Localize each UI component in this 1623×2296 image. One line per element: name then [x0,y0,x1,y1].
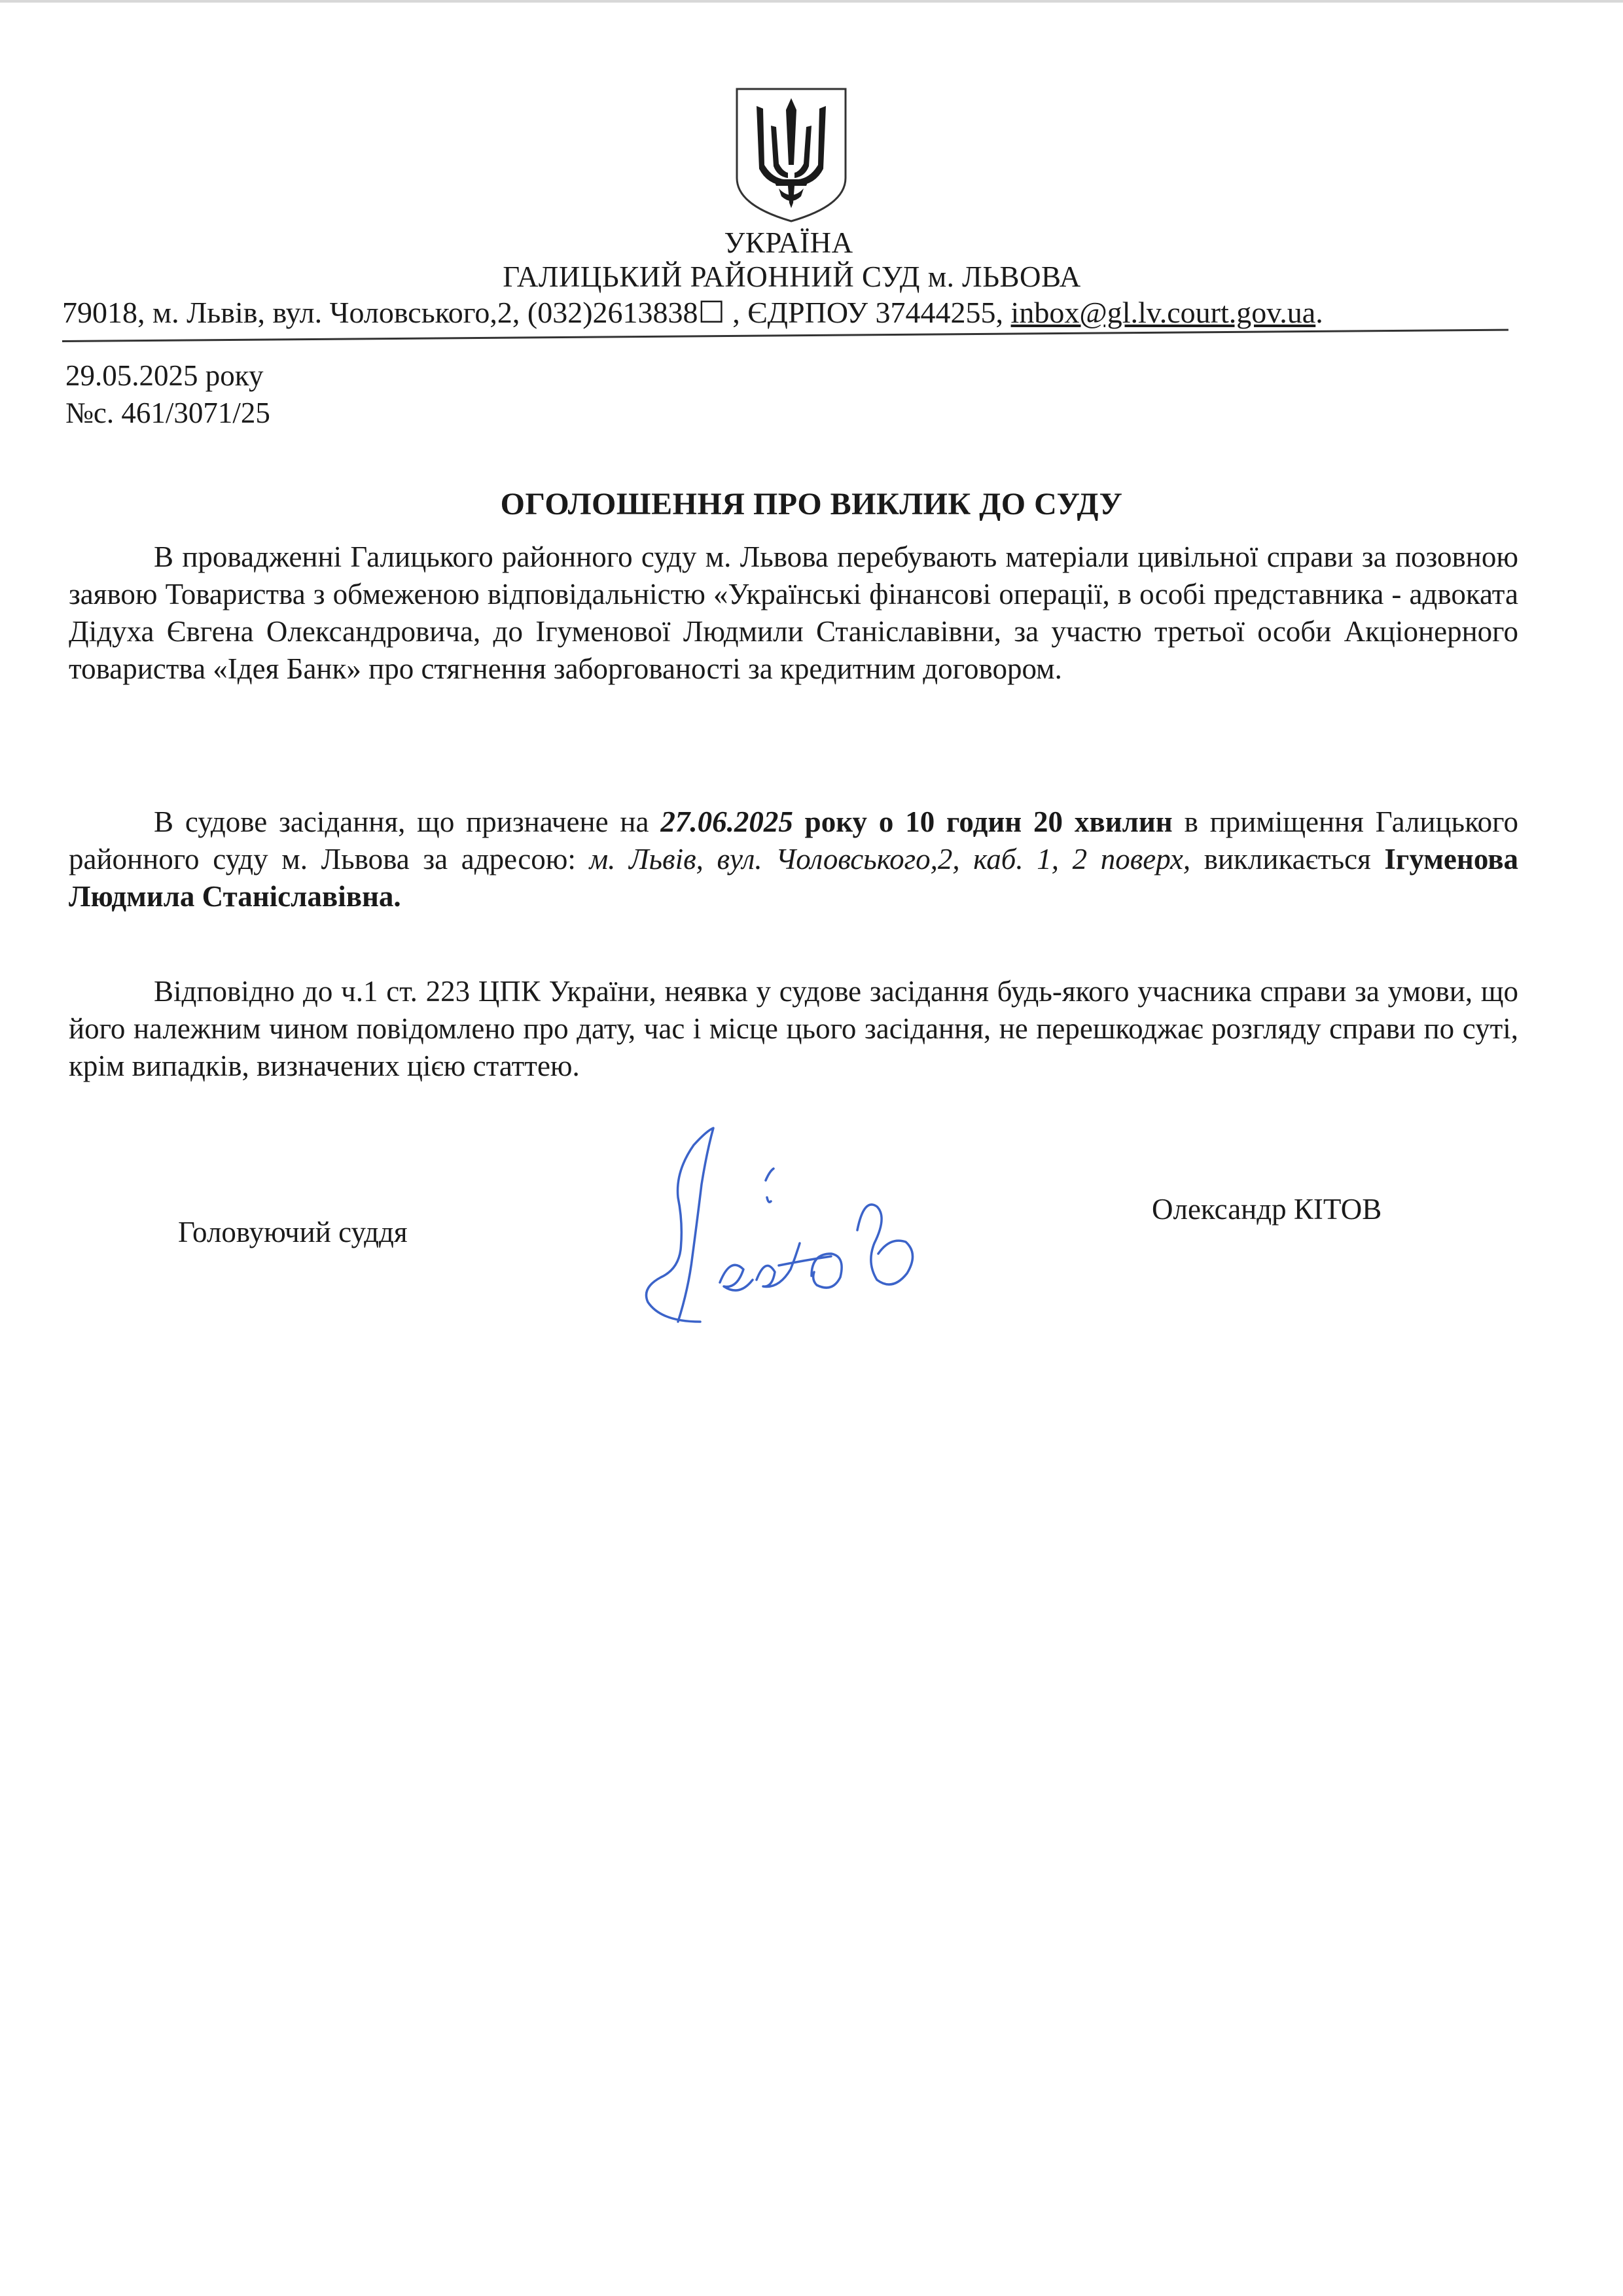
court-address [62,294,1522,330]
hearing-text-2: в приміщення Галицького районного суду м. Львова за адресою: [69,805,1518,875]
hearing-place: м. Львів, вул. Чоловського,2, каб. 1, 2 поверх, [589,843,1191,875]
hearing-text-1: В судове засідання, що призначене на [154,805,661,838]
hearing-date: 27.06.2025 [660,805,793,838]
hearing-text-3: викликається [1190,843,1385,875]
court-name: ГАЛИЦЬКИЙ РАЙОННИЙ СУД м. ЛЬВОВА [503,260,1081,293]
coat-of-arms-icon [733,86,849,224]
hearing-time: року о 10 годин 20 хвилин [793,805,1173,838]
email-link[interactable]: inbox@gl.lv.court.gov.ua [1010,296,1316,329]
scan-edge [0,0,1623,3]
signatory-name: Олександр КІТОВ [1152,1193,1382,1226]
header-divider [62,329,1508,342]
paragraph-legal-notice: Відповідно до ч.1 ст. 223 ЦПК України, неявка у судове засідання будь-якого учасника справи за умови, що його належним чином повідомлено про дату, час і місце цього засідання, не перешкоджає розгляду справи по суті, крім випадків, визначених цією статтею. [69,975,1518,1082]
paragraph-hearing-summons [69,804,1518,915]
document-date: 29.05.2025 року [65,359,264,392]
document-title: ОГОЛОШЕННЯ ПРО ВИКЛИК ДО СУДУ [500,487,1123,521]
handwritten-signature [615,1125,955,1341]
signatory-role: Головуючий суддя [178,1216,408,1248]
paragraph-case-description: В провадженні Галицького районного суду м. Львова перебувають матеріали цивільної справи за позовною заявою Товариства з обмеженою відповідальністю «Українські фінансові операції, в особі представника - адвоката Дідуха Євгена Олександровича, до Ігуменової Людмили Станіславівни, за участю третьої особи Акціонерного товариства «Ідея Банк» про стягнення заборгованості за кредитним договором. [69,540,1518,685]
address-period: . [1315,296,1323,329]
address-text: 79018, м. Львів, вул. Чоловського,2, (032)2613838☐ , ЄДРПОУ 37444255, [62,296,1011,329]
case-number: №с. 461/3071/25 [65,397,270,429]
summoned-person: Ігуменова Людмила Станіславівна. [69,843,1519,913]
country-name: УКРАЇНА [724,226,853,259]
